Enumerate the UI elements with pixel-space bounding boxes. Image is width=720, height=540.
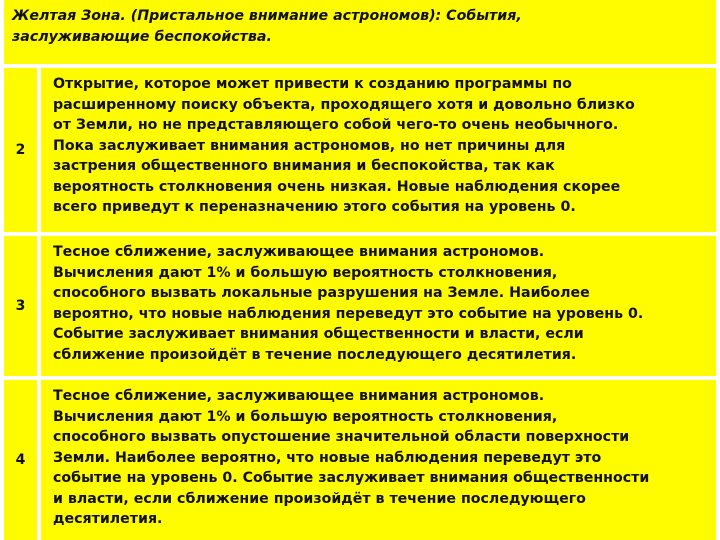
level-description (41, 236, 716, 376)
level-number: 4 (4, 380, 37, 540)
description-line: сближение произойдёт в течение последующего десятилетия. (53, 346, 577, 363)
description-line: способного вызвать опустошение значительной области поверхности (53, 429, 630, 445)
description-line: Событие заслуживает внимания общественности и власти, если (53, 326, 584, 342)
description-line: Пока заслуживает внимания астрономов, но нет причины для (53, 137, 566, 154)
table-row-level-2 (4, 68, 716, 232)
level-number: 3 (4, 236, 37, 376)
description-line: от Земли, но не представляющего собой чего-то очень необычного. (53, 117, 619, 133)
description-line: Земли. Наиболее вероятно, что новые наблюдения переведут это (53, 449, 602, 466)
description-line: вероятно, что новые наблюдения переведут это событие на уровень 0. (53, 305, 644, 322)
header-line-1: Желтая Зона. (Пристальное внимание астрономов): События, (12, 8, 522, 24)
description-line: способного вызвать локальные разрушения на Земле. Наиболее (53, 285, 590, 301)
description-line: всего приведут к переназначению этого события на уровень 0. (53, 199, 576, 215)
description-line: Вычисления дают 1% и большую вероятность столкновения, (53, 264, 558, 281)
description-line: Тесное сближение, заслуживающее внимания астрономов. (53, 388, 545, 404)
description-line: Вычисления дают 1% и большую вероятность столкновения, (53, 408, 558, 425)
description-line: событие на уровень 0. Событие заслуживает внимания общественности (53, 470, 650, 486)
description-line: и власти, если сближение произойдёт в течение последующего (53, 490, 586, 507)
description-line: вероятность столкновения очень низкая. Новые наблюдения скорее (53, 178, 621, 195)
description-line: Тесное сближение, заслуживающее внимания астрономов. (53, 244, 545, 260)
description-line: Открытие, которое может привести к созданию программы по (53, 76, 572, 92)
header-line-2: заслуживающие беспокойства. (12, 29, 272, 45)
table-header (4, 0, 716, 64)
level-description (41, 68, 716, 232)
level-description (41, 380, 716, 540)
description-line: расширенному поиску объекта, проходящего хотя и довольно близко (53, 96, 635, 113)
level-number: 2 (4, 68, 37, 232)
table-row-level-3 (4, 236, 716, 376)
table-row-level-4 (4, 380, 716, 540)
description-line: застрения общественного внимания и беспокойства, так как (53, 158, 555, 174)
description-line: десятилетия. (53, 511, 163, 527)
